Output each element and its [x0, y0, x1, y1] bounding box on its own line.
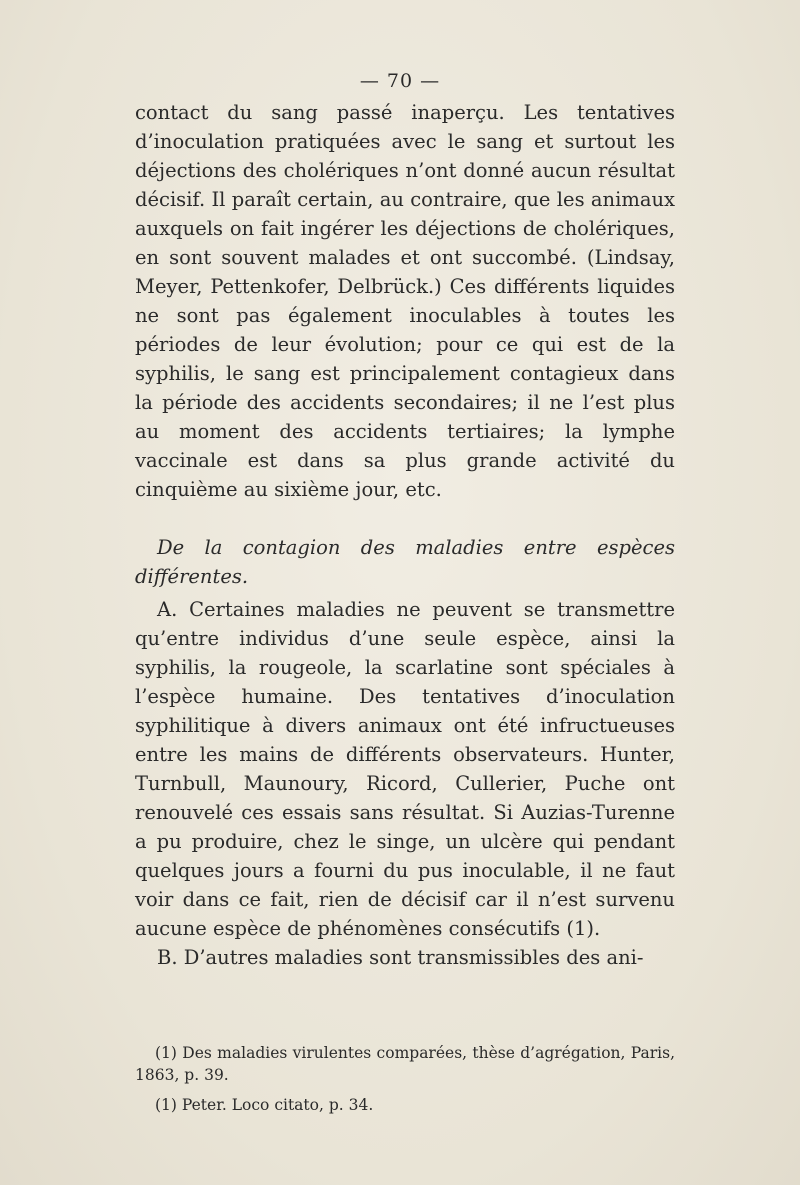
paragraph-section-a: A. Certaines maladies ne peuvent se transmettre qu’entre individus d’une seule espèce, ainsi la syphilis, la rougeole, la scarlatine sont spéciales à l’espèce humaine. Des tentatives d’inoculation syphilitique à divers animaux ont été infructueuses entre les mains de différents observateurs. Hunter, Turnbull, Maunoury, Ricord, Cullerier, Puche ont renouvelé ces essais sans résultat. Si Auzias-Turenne a pu produire, chez le singe, un ulcère qui pendant quelques jours a fourni du pus inoculable, il ne faut voir dans ce fait, rien de décisif car il n’est survenu aucune espèce de phénomènes consécutifs (1).: [135, 598, 675, 940]
footnotes: [135, 1042, 675, 1116]
section-heading: De la contagion des maladies entre espèces différentes.: [135, 536, 675, 588]
paragraph-cholera-inoculation: contact du sang passé inaperçu. Les tentatives d’inoculation pratiquées avec le sang et surtout les déjections des cholériques n’ont donné aucun résultat décisif. Il paraît certain, au contraire, que les animaux auxquels on fait ingérer les déjections de cholériques, en sont souvent malades et ont succombé. (Lindsay, Meyer, Pettenkofer, Delbrück.) Ces différents liquides ne sont pas également inoculables à toutes les périodes de leur évolution; pour ce qui est de la syphilis, le sang est principalement contagieux dans la période des accidents secondaires; il ne l’est plus au moment des accidents tertiaires; la lymphe vaccinale est dans sa plus grande activité du cinquième au sixième jour, etc.: [135, 101, 675, 501]
body-text: [135, 98, 675, 972]
page-number: — 70 —: [359, 70, 441, 92]
paragraph-section-b: B. D’autres maladies sont transmissibles des ani-: [157, 946, 644, 969]
footnote-2: (1) Peter. Loco citato, p. 34.: [155, 1096, 374, 1114]
footnote-1: (1) Des maladies virulentes comparées, thèse d’agrégation, Paris, 1863, p. 39.: [135, 1044, 675, 1084]
